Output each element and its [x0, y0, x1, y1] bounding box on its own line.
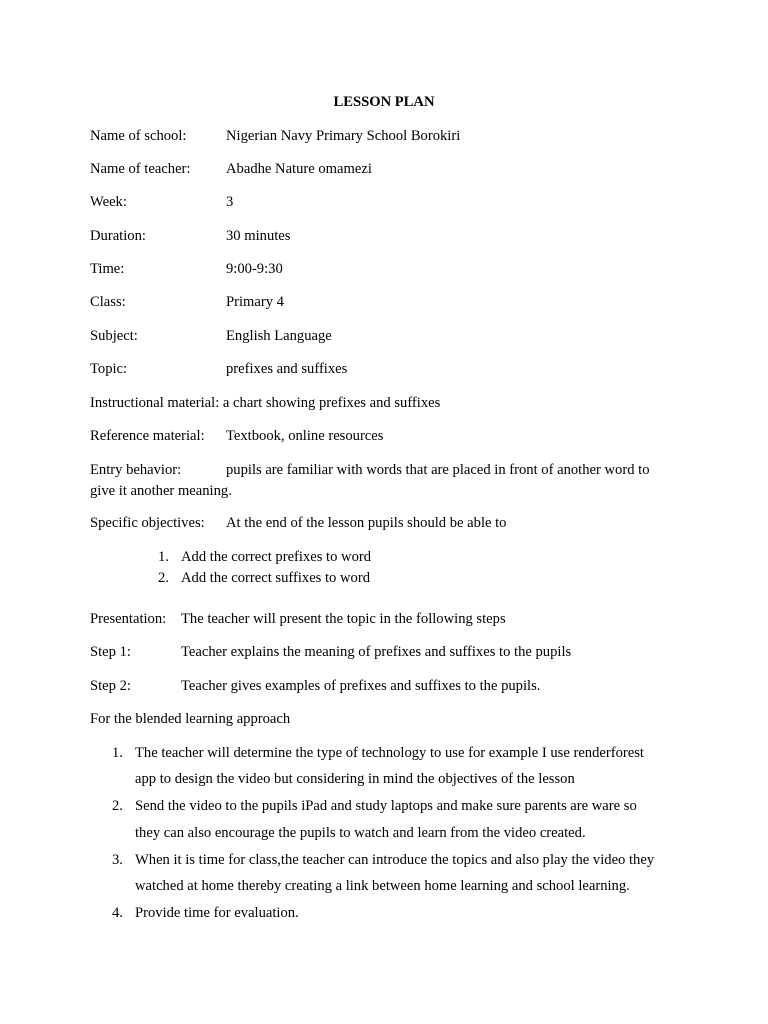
- instructional-material-line: Instructional material: a chart showing prefixes and suffixes: [90, 395, 441, 411]
- entry-behavior-value: pupils are familiar with words that are placed in front of another word to: [226, 462, 650, 478]
- school-label: Name of school:: [90, 128, 187, 144]
- objective-item: Add the correct prefixes to word: [181, 549, 372, 565]
- blended-number: 3.: [112, 852, 123, 868]
- topic-label: Topic:: [90, 361, 128, 377]
- class-label: Class:: [90, 294, 126, 310]
- topic-value: prefixes and suffixes: [226, 361, 348, 377]
- objectives-label: Specific objectives:: [90, 515, 205, 531]
- entry-behavior-continuation: give it another meaning.: [90, 483, 232, 499]
- week-label: Week:: [90, 194, 127, 210]
- entry-behavior-label: Entry behavior:: [90, 462, 182, 478]
- objective-number: 2.: [158, 570, 169, 586]
- blended-number: 1.: [112, 745, 123, 761]
- presentation-value: The teacher will present the topic in the following steps: [181, 611, 506, 627]
- step-text: Teacher gives examples of prefixes and suffixes to the pupils.: [181, 678, 541, 694]
- blended-item-line: Provide time for evaluation.: [135, 905, 299, 921]
- presentation-label: Presentation:: [90, 611, 167, 627]
- objectives-value: At the end of the lesson pupils should be able to: [226, 515, 507, 531]
- week-value: 3: [226, 194, 234, 210]
- time-value: 9:00-9:30: [226, 261, 283, 277]
- teacher-value: Abadhe Nature omamezi: [226, 161, 372, 177]
- reference-value: Textbook, online resources: [226, 428, 384, 444]
- subject-label: Subject:: [90, 328, 138, 344]
- blended-number: 2.: [112, 798, 123, 814]
- time-label: Time:: [90, 261, 125, 277]
- objective-item: Add the correct suffixes to word: [181, 570, 370, 586]
- blended-item-line: The teacher will determine the type of technology to use for example I use renderforest: [135, 745, 644, 761]
- reference-label: Reference material:: [90, 428, 205, 444]
- school-value: Nigerian Navy Primary School Borokiri: [226, 128, 461, 144]
- blended-item-line: they can also encourage the pupils to watch and learn from the video created.: [135, 825, 586, 841]
- blended-item-line: Send the video to the pupils iPad and study laptops and make sure parents are ware so: [135, 798, 637, 814]
- step-label: Step 2:: [90, 678, 131, 694]
- objective-number: 1.: [158, 549, 169, 565]
- class-value: Primary 4: [226, 294, 284, 310]
- step-text: Teacher explains the meaning of prefixes and suffixes to the pupils: [181, 644, 572, 660]
- duration-value: 30 minutes: [226, 228, 291, 244]
- blended-item-line: When it is time for class,the teacher can introduce the topics and also play the video they: [135, 852, 655, 868]
- blended-item-line: app to design the video but considering in mind the objectives of the lesson: [135, 771, 575, 787]
- page-title: LESSON PLAN: [333, 94, 435, 110]
- blended-number: 4.: [112, 905, 123, 921]
- teacher-label: Name of teacher:: [90, 161, 191, 177]
- step-label: Step 1:: [90, 644, 131, 660]
- blended-item-line: watched at home thereby creating a link between home learning and school learning.: [135, 878, 630, 894]
- subject-value: English Language: [226, 328, 332, 344]
- duration-label: Duration:: [90, 228, 146, 244]
- blended-heading: For the blended learning approach: [90, 711, 291, 727]
